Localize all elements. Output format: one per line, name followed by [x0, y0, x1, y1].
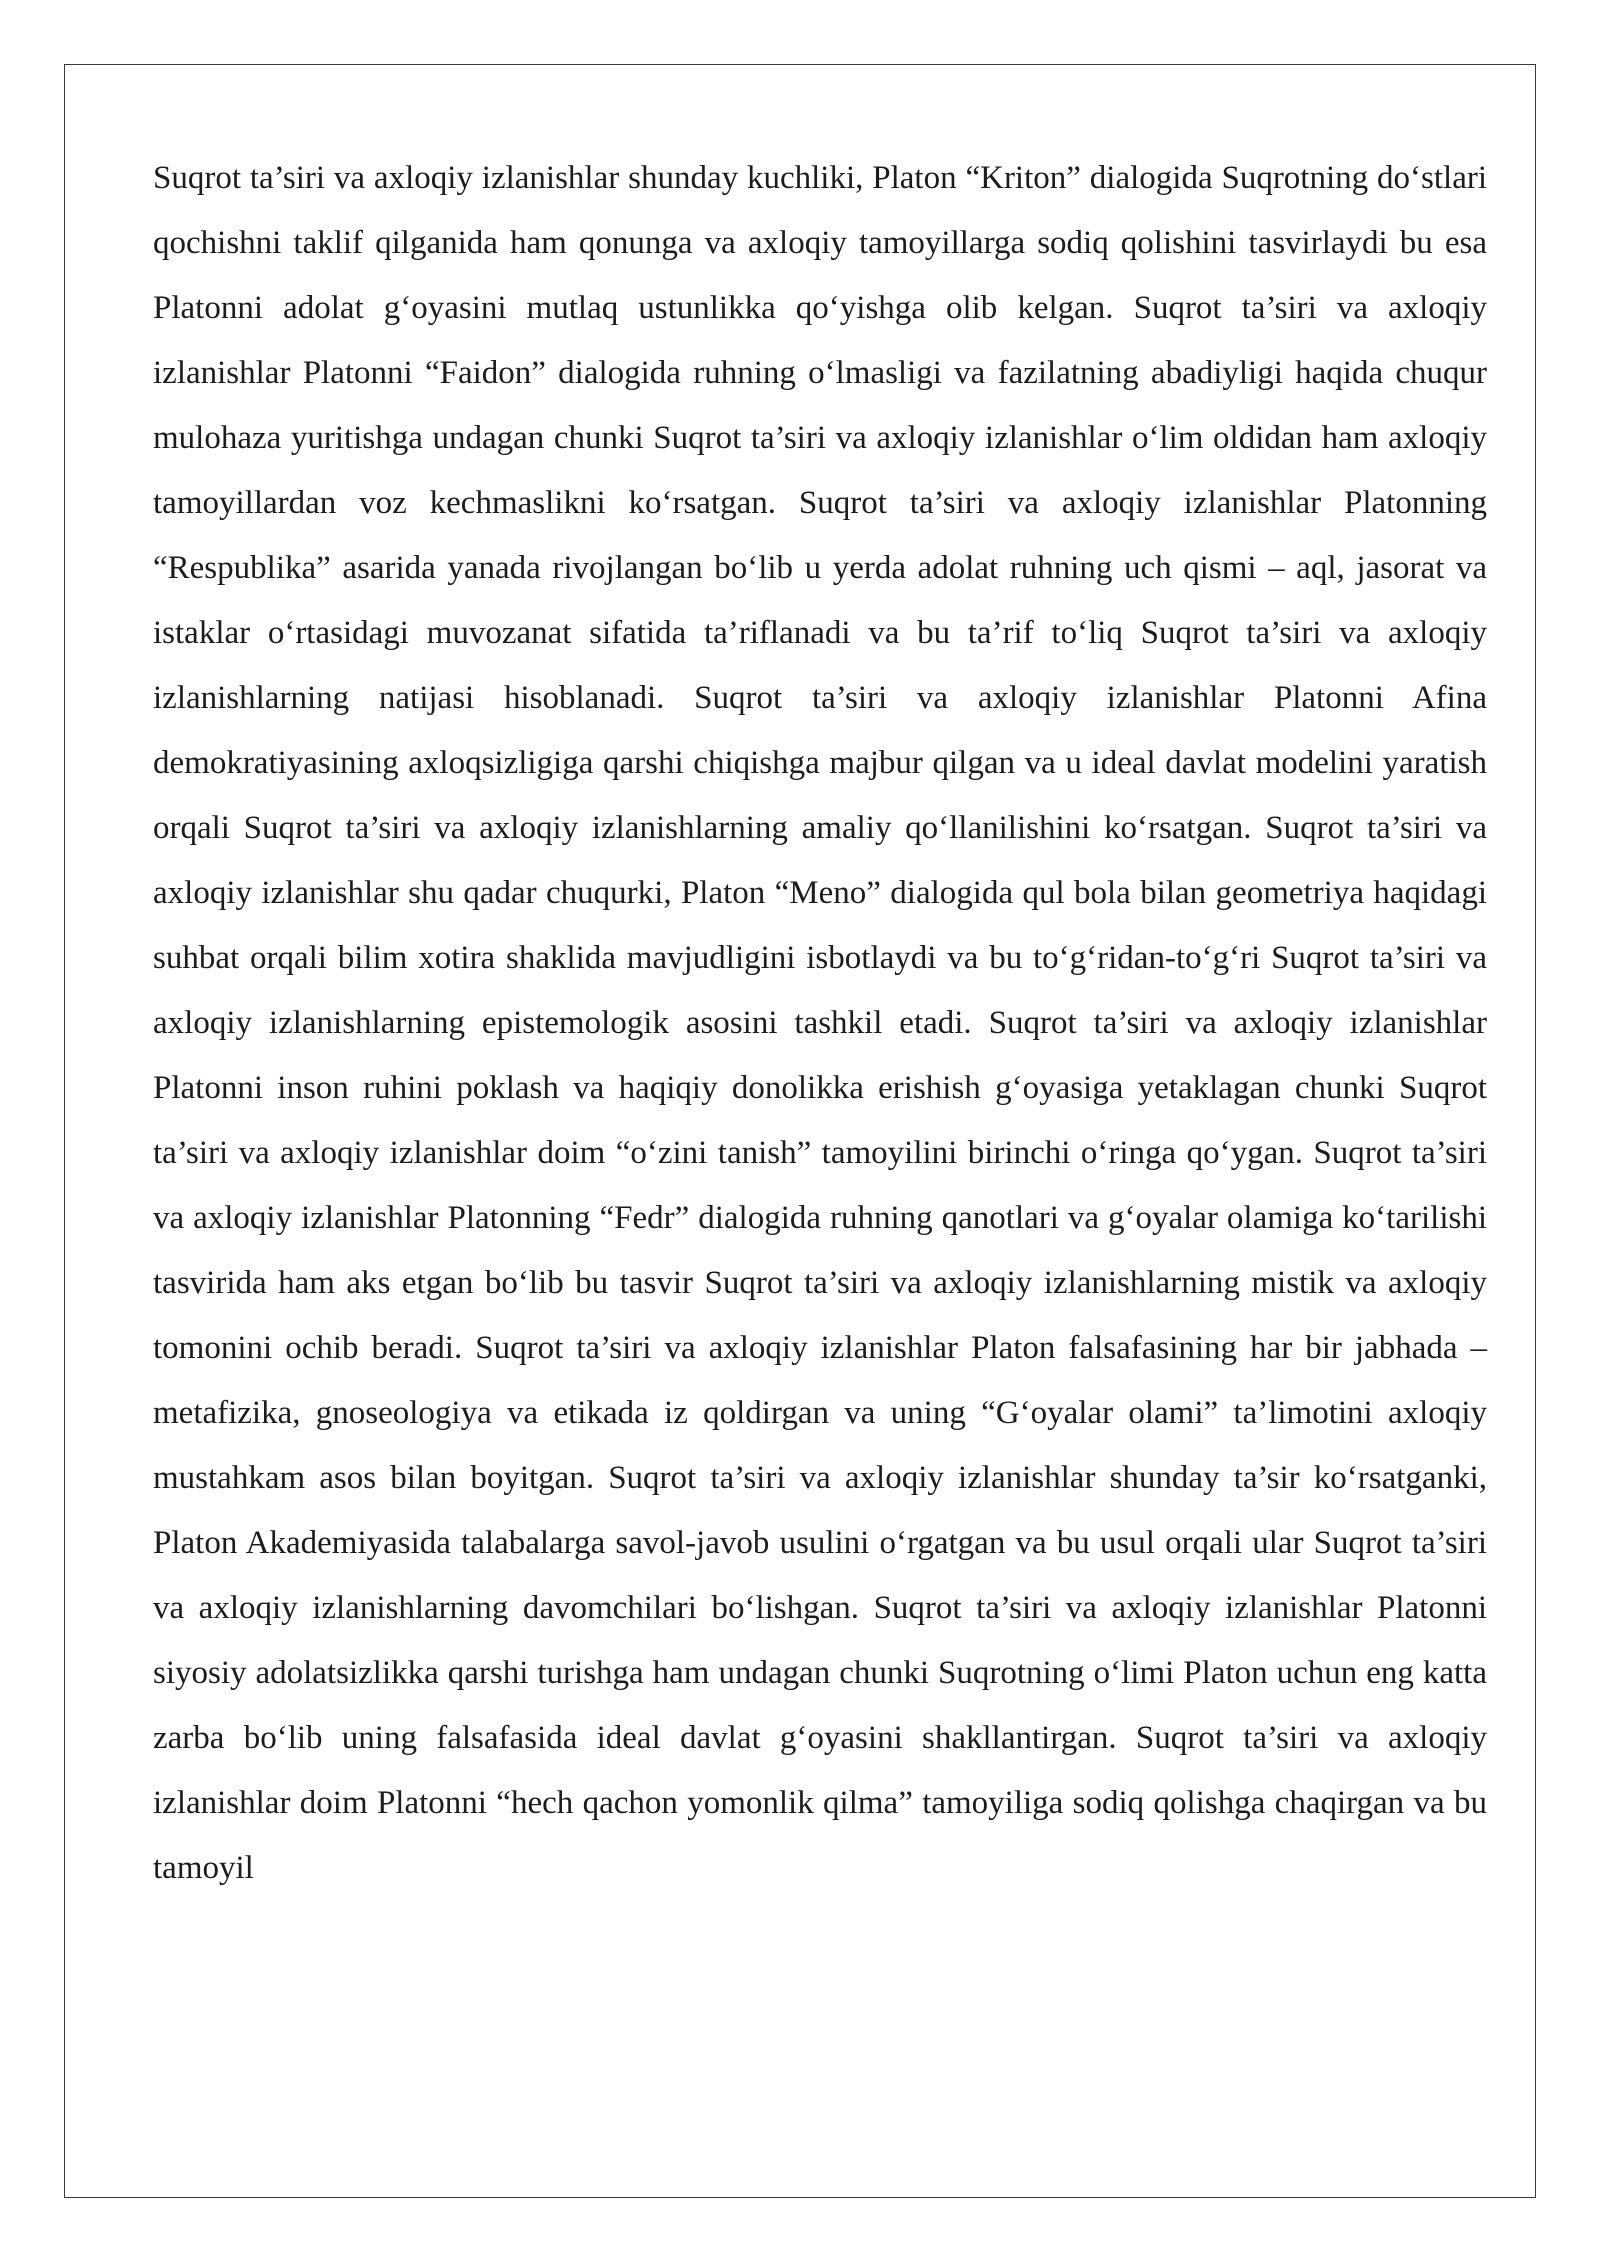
body-paragraph: Suqrot ta’siri va axloqiy izlanishlar shunday kuchliki, Platon “Kriton” dialogida Suqrotning do‘stlari qochishni taklif qilganida ham qonunga va axloqiy tamoyillarga sodiq qolishini tasvirlaydi bu esa Platonni adolat g‘oyasini mutlaq ustunlikka qo‘yishga olib kelgan. Suqrot ta’siri va axloqiy izlanishlar Platonni “Faidon” dialogida ruhning o‘lmasligi va fazilatning abadiyligi haqida chuqur mulohaza yuritishga undagan chunki Suqrot ta’siri va axloqiy izlanishlar o‘lim oldidan ham axloqiy tamoyillardan voz kechmaslikni ko‘rsatgan. Suqrot ta’siri va axloqiy izlanishlar Platonning “Respublika” asarida yanada rivojlangan bo‘lib u yerda adolat ruhning uch qismi – aql, jasorat va istaklar o‘rtasidagi muvozanat sifatida ta’riflanadi va bu ta’rif to‘liq Suqrot ta’siri va axloqiy izlanishlarning natijasi hisoblanadi. Suqrot ta’siri va axloqiy izlanishlar Platonni Afina demokratiyasining axloqsizligiga qarshi chiqishga majbur qilgan va u ideal davlat modelini yaratish orqali Suqrot ta’siri va axloqiy izlanishlarning amaliy qo‘llanilishini ko‘rsatgan. Suqrot ta’siri va axloqiy izlanishlar shu qadar chuqurki, Platon “Meno” dialogida qul bola bilan geometriya haqidagi suhbat orqali bilim xotira shaklida mavjudligini isbotlaydi va bu to‘g‘ridan-to‘g‘ri Suqrot ta’siri va axloqiy izlanishlarning epistemologik asosini tashkil etadi. Suqrot ta’siri va axloqiy izlanishlar Platonni inson ruhini poklash va haqiqiy donolikka erishish g‘oyasiga yetaklagan chunki Suqrot ta’siri va axloqiy izlanishlar doim “o‘zini tanish” tamoyilini birinchi o‘ringa qo‘ygan. Suqrot ta’siri va axloqiy izlanishlar Platonning “Fedr” dialogida ruhning qanotlari va g‘oyalar olamiga ko‘tarilishi tasvirida ham aks etgan bo‘lib bu tasvir Suqrot ta’siri va axloqiy izlanishlarning mistik va axloqiy tomonini ochib beradi. Suqrot ta’siri va axloqiy izlanishlar Platon falsafasining har bir jabhada – metafizika, gnoseologiya va etikada iz qoldirgan va uning “G‘oyalar olami” ta’limotini axloqiy mustahkam asos bilan boyitgan. Suqrot ta’siri va axloqiy izlanishlar shunday ta’sir ko‘rsatganki, Platon Akademiyasida talabalarga savol-javob usulini o‘rgatgan va bu usul orqali ular Suqrot ta’siri va axloqiy izlanishlarning davomchilari bo‘lishgan. Suqrot ta’siri va axloqiy izlanishlar Platonni siyosiy adolatsizlikka qarshi turishga ham undagan chunki Suqrotning o‘limi Platon uchun eng katta zarba bo‘lib uning falsafasida ideal davlat g‘oyasini shakllantirgan. Suqrot ta’siri va axloqiy izlanishlar doim Platonni “hech qachon yomonlik qilma” tamoyiliga sodiq qolishga chaqirgan va bu tamoyil — [153, 160, 1487, 1886]
